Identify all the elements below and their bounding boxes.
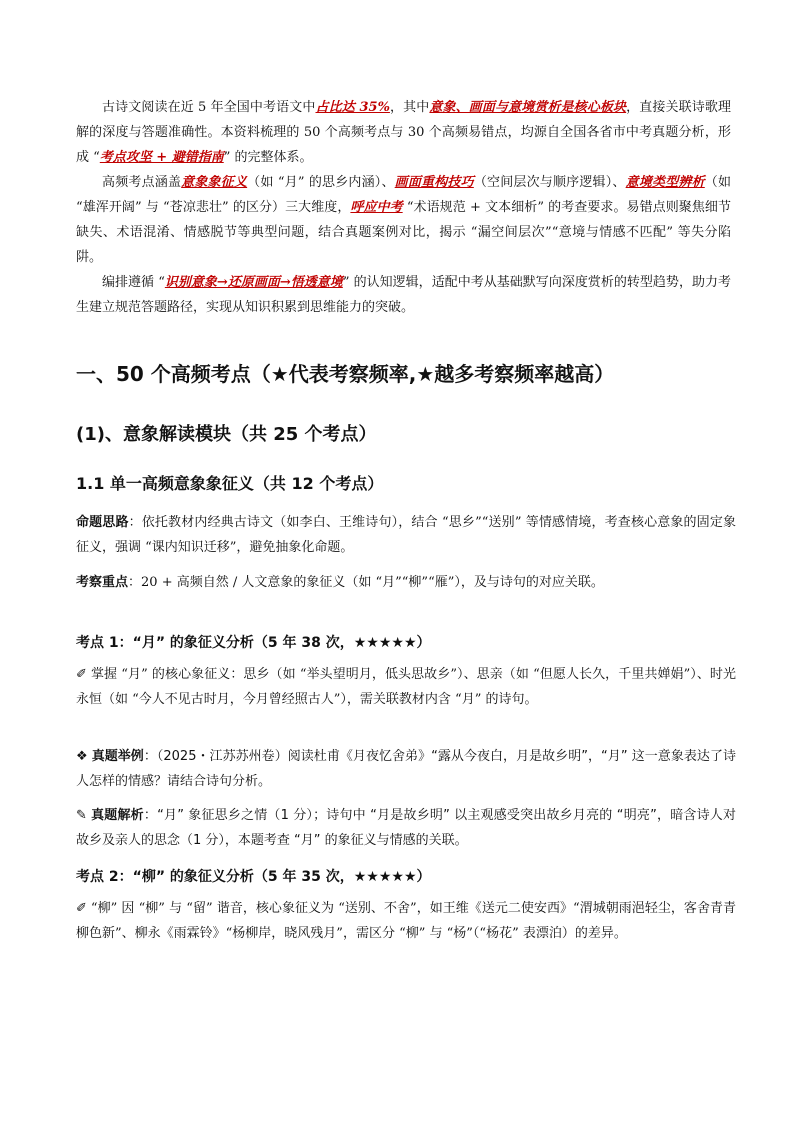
kaocha-label: 考察重点 <box>76 575 129 590</box>
pen-icon: ✎ <box>76 808 87 823</box>
mingti-label: 命题思路 <box>76 515 129 530</box>
section-heading-3: 1.1 单一高频意象象征义（共 12 个考点） <box>76 474 384 493</box>
section-heading-1: 一、50 个高频考点（★代表考察频率,★越多考察频率越高） <box>76 362 615 386</box>
analysis-label: 真题解析 <box>90 808 144 823</box>
intro-paragraph-2 <box>76 170 731 270</box>
highlight-text: 呼应中考 <box>350 200 403 215</box>
diamond-icon: ❖ <box>76 749 88 764</box>
mingti-text: ：依托教材内经典古诗文（如李白、王维诗句），结合 “思乡”“送别” 等情感情境，考查核心意象的固定象征义，强调 “课内知识迁移”，避免抽象化命题。 <box>76 515 736 555</box>
text-run: ” 的认知逻辑，适配中考从基础默写向深度赏析的转型趋势，助力考生建立规范答题路径，实现从知识积累到思维能力的突破。 <box>76 275 731 315</box>
intro-paragraph-1 <box>76 95 731 170</box>
highlight-text: 画面重构技巧 <box>394 175 474 190</box>
kaodian-2-text: “柳” 因 “柳” 与 “留” 谐音，核心象征义为 “送别、不舍”，如王维《送元二使安西》“渭城朝雨浥轻尘，客舍青青柳色新”、柳永《雨霖铃》“杨柳岸，晓风残月”，需区分 “柳” 与 “杨”（“杨花” 表漂泊）的差异。 <box>76 901 736 941</box>
pencil-icon: ✐ <box>76 901 87 916</box>
kaodian-1-title: 考点 1：“月” 的象征义分析（5 年 38 次，★★★★★） <box>76 635 431 651</box>
kaodian-1-analysis <box>76 803 736 853</box>
text-run: 古诗文阅读在近 5 年全国中考语文中 <box>102 100 316 115</box>
question-text: ：（2025・江苏苏州卷）阅读杜甫《月夜忆舍弟》“露从今夜白，月是故乡明”，“月” 这一意象表达了诗人怎样的情感？请结合诗句分析。 <box>76 749 736 789</box>
kaocha-paragraph <box>76 570 736 595</box>
text-run: 编排遵循 “ <box>102 275 165 290</box>
kaocha-text: ：20 + 高频自然 / 人文意象的象征义（如 “月”“柳”“雁”），及与诗句的对应关联。 <box>128 575 604 590</box>
kaodian-2-title: 考点 2：“柳” 的象征义分析（5 年 35 次，★★★★★） <box>76 869 431 885</box>
question-label: 真题举例 <box>91 749 144 764</box>
highlight-text: 意象象征义 <box>181 175 248 190</box>
intro-section <box>76 95 731 320</box>
text-run: ，其中 <box>389 100 430 115</box>
mingti-paragraph <box>76 510 736 560</box>
highlight-text: 识别意象→还原画面→悟透意境 <box>164 275 343 290</box>
text-run: ，直接关联诗歌理解的深度与答题准确性。本资料梳理的 50 个高频考点与 30 个高频易错点，均源自全国各省市中考真题分析，形成 “ <box>76 100 731 165</box>
kaodian-1-description <box>76 662 736 712</box>
text-run: “术语规范 + 文本细析” 的考查要求。易错点则聚焦细节缺失、术语混淆、情感脱节等典型问题，结合真题案例对比，揭示 “漏空间层次”“意境与情感不匹配” 等失分陷阱。 <box>76 200 731 265</box>
kaodian-1-text: 掌握 “月” 的核心象征义：思乡（如 “举头望明月，低头思故乡”）、思亲（如 “但愿人长久，千里共婵娟”）、时光永恒（如 “今人不见古时月，今月曾经照古人”），需关联教材内含 “月” 的诗句。 <box>76 667 736 707</box>
pencil-icon: ✐ <box>76 667 87 682</box>
analysis-text: ：“月” 象征思乡之情（1 分）；诗句中 “月是故乡明” 以主观感受突出故乡月亮的 “明亮”，暗含诗人对故乡及亲人的思念（1 分），本题考查 “月” 的象征义与情感的关联。 <box>76 808 736 848</box>
kaodian-2-description <box>76 896 736 946</box>
text-run: （空间层次与顺序逻辑）、 <box>473 175 626 190</box>
text-run: （如 “月” 的思乡内涵）、 <box>247 175 395 190</box>
intro-paragraph-3 <box>76 270 731 320</box>
text-run: （如 “雄浑开阔” 与 “苍凉悲壮” 的区分）三大维度， <box>76 175 731 215</box>
highlight-text: 考点攻坚 + 避错指南 <box>99 150 224 165</box>
text-run: ” 的完整体系。 <box>223 150 313 165</box>
highlight-text: 意象、画面与意境赏析是核心板块 <box>429 100 627 115</box>
kaodian-1-question <box>76 744 736 794</box>
highlight-text: 占比达 35% <box>315 100 390 115</box>
section-heading-2: (1)、意象解读模块（共 25 个考点） <box>76 424 377 445</box>
highlight-text: 意境类型辨析 <box>625 175 705 190</box>
text-run: 高频考点涵盖 <box>102 175 182 190</box>
